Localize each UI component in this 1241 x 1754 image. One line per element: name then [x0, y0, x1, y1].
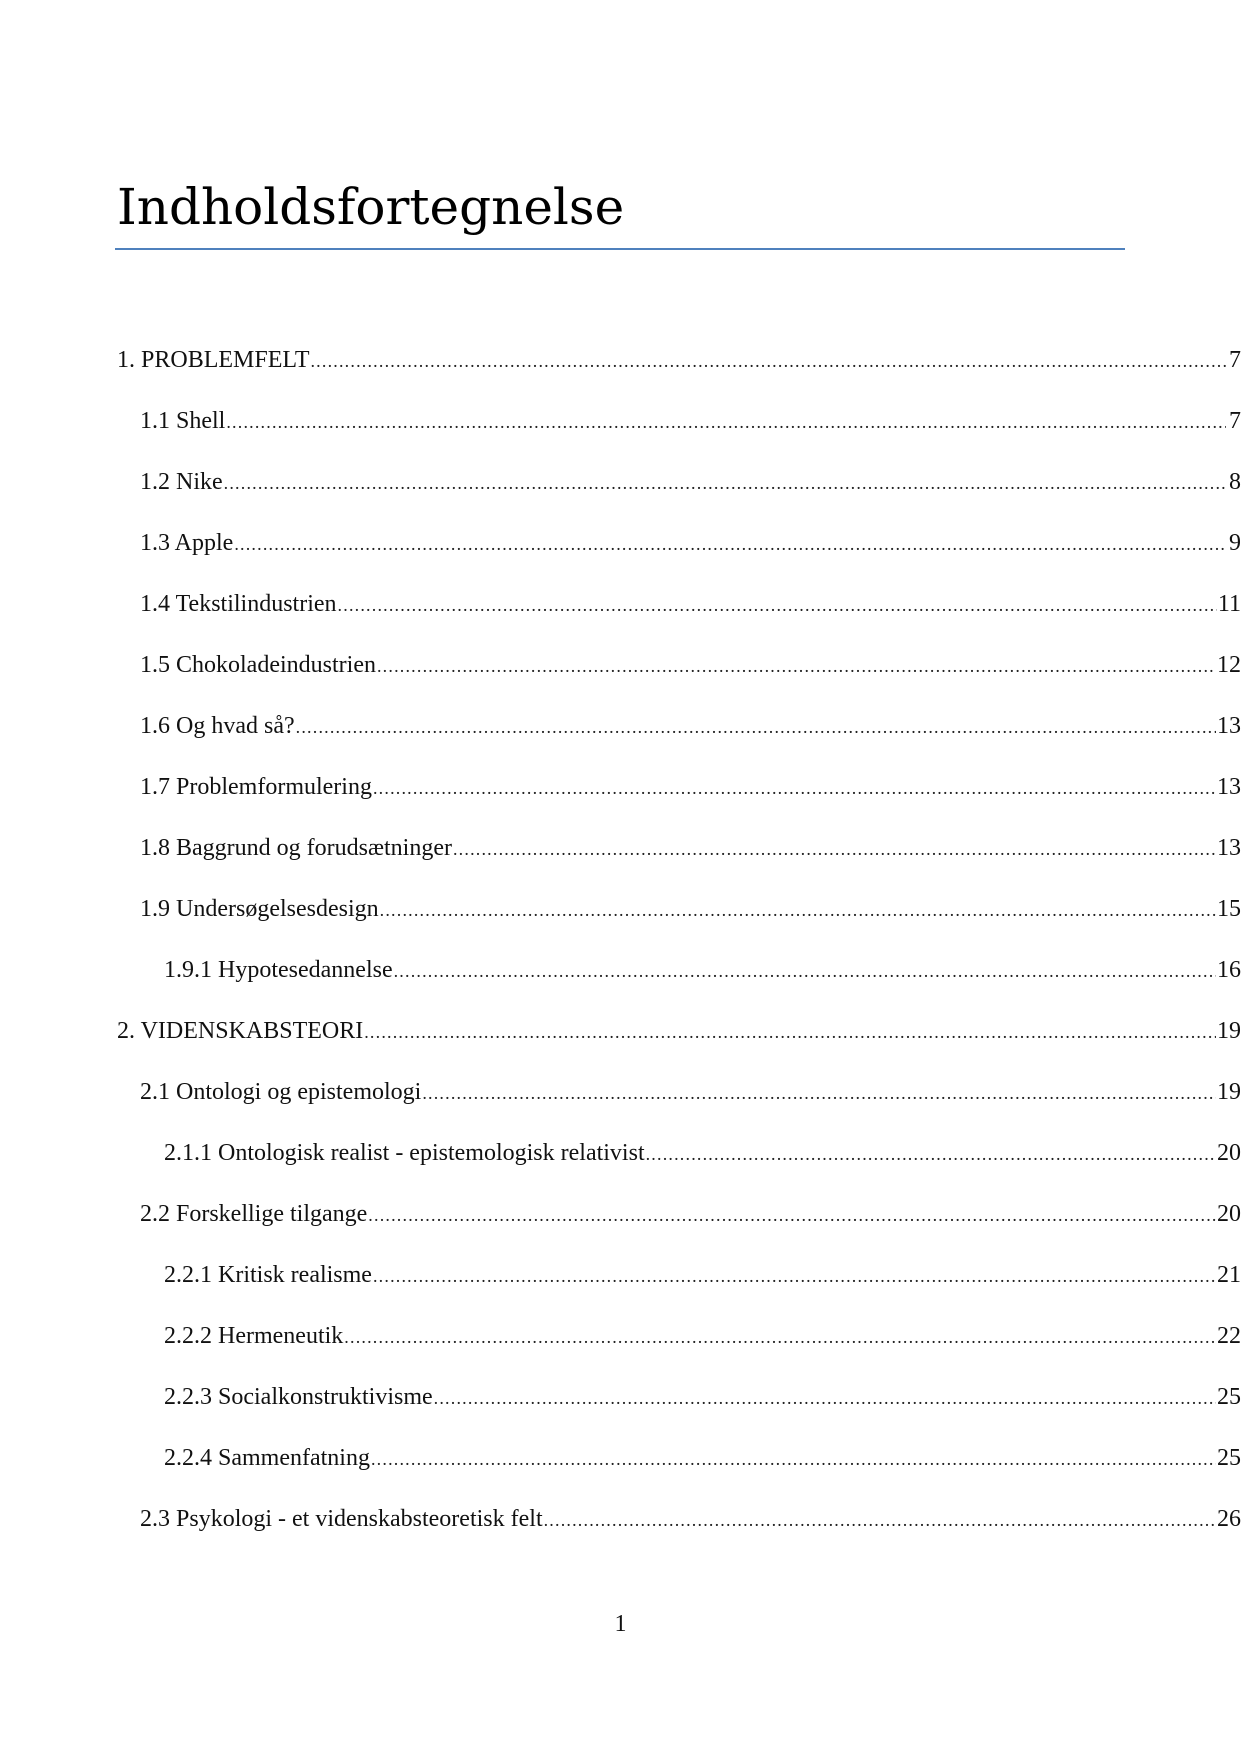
toc-entry-tekstilindustrien[interactable] [0, 586, 1241, 647]
toc-entry-forskellige-tilgange[interactable] [0, 1196, 1241, 1257]
toc-entry-socialkonstruktivisme[interactable] [0, 1379, 1241, 1440]
toc-entry-page: 20 [1217, 1201, 1241, 1227]
toc-entry-page: 13 [1217, 713, 1241, 739]
title-underline-rule [115, 248, 1125, 250]
dot-leader [394, 952, 1216, 989]
toc-entry-label: 1.5 Chokoladeindustrien [140, 652, 376, 678]
toc-entry-page: 15 [1217, 896, 1241, 922]
toc-entry-label: 2.2.4 Sammenfatning [164, 1445, 370, 1471]
dot-leader [364, 1013, 1216, 1050]
toc-entry-page: 9 [1229, 530, 1241, 556]
toc-entry-shell[interactable] [0, 403, 1241, 464]
toc-entry-page: 20 [1217, 1140, 1241, 1166]
toc-entry-hypotesedannelse[interactable] [0, 952, 1241, 1013]
toc-entry-sammenfatning[interactable] [0, 1440, 1241, 1501]
toc-entry-chokoladeindustrien[interactable] [0, 647, 1241, 708]
dot-leader [453, 830, 1216, 867]
toc-entry-nike[interactable] [0, 464, 1241, 525]
dot-leader [338, 586, 1217, 623]
toc-list [0, 342, 1241, 1562]
dot-leader [646, 1135, 1216, 1172]
toc-entry-label: 1.9 Undersøgelsesdesign [140, 896, 379, 922]
dot-leader [434, 1379, 1216, 1416]
toc-entry-page: 26 [1217, 1506, 1241, 1532]
toc-entry-page: 13 [1217, 835, 1241, 861]
toc-entry-ontologisk-realist[interactable] [0, 1135, 1241, 1196]
dot-leader [380, 891, 1216, 928]
dot-leader [224, 464, 1226, 501]
toc-entry-label: 1.2 Nike [140, 469, 223, 495]
toc-entry-label: 1.1 Shell [140, 408, 226, 434]
toc-entry-hermeneutik[interactable] [0, 1318, 1241, 1379]
dot-leader [368, 1196, 1216, 1233]
dot-leader [422, 1074, 1216, 1111]
dot-leader [226, 403, 1226, 440]
toc-entry-label: 1.9.1 Hypotesedannelse [164, 957, 393, 983]
toc-entry-page: 13 [1217, 774, 1241, 800]
toc-entry-label: 1.8 Baggrund og forudsætninger [140, 835, 452, 861]
toc-entry-page: 19 [1217, 1018, 1241, 1044]
toc-entry-psykologi[interactable] [0, 1501, 1241, 1562]
toc-entry-problemfelt[interactable] [0, 342, 1241, 403]
toc-entry-label: 2.2.2 Hermeneutik [164, 1323, 344, 1349]
toc-entry-apple[interactable] [0, 525, 1241, 586]
toc-entry-page: 25 [1217, 1384, 1241, 1410]
toc-entry-label: 1.6 Og hvad så? [140, 713, 295, 739]
toc-entry-og-hvad-saa[interactable] [0, 708, 1241, 769]
toc-entry-label: 1.7 Problemformulering [140, 774, 372, 800]
toc-entry-label: 2. VIDENSKABSTEORI [117, 1018, 364, 1044]
toc-title: Indholdsfortegnelse [117, 178, 625, 236]
toc-entry-kritisk-realisme[interactable] [0, 1257, 1241, 1318]
toc-entry-label: 2.2.1 Kritisk realisme [164, 1262, 372, 1288]
toc-entry-label: 2.2.3 Socialkonstruktivisme [164, 1384, 433, 1410]
dot-leader [371, 1440, 1216, 1477]
page-number: 1 [614, 1611, 627, 1637]
dot-leader [544, 1501, 1216, 1538]
dot-leader [373, 1257, 1216, 1294]
toc-entry-page: 16 [1217, 957, 1241, 983]
toc-entry-label: 2.2 Forskellige tilgange [140, 1201, 368, 1227]
toc-entry-page: 7 [1229, 408, 1241, 434]
dot-leader [373, 769, 1216, 806]
toc-entry-label: 2.1 Ontologi og epistemologi [140, 1079, 422, 1105]
toc-entry-page: 8 [1229, 469, 1241, 495]
toc-entry-ontologi-epistemologi[interactable] [0, 1074, 1241, 1135]
toc-entry-baggrund[interactable] [0, 830, 1241, 891]
dot-leader [377, 647, 1216, 684]
toc-entry-page: 21 [1217, 1262, 1241, 1288]
dot-leader [234, 525, 1226, 562]
toc-entry-page: 22 [1217, 1323, 1241, 1349]
toc-entry-page: 7 [1229, 347, 1241, 373]
toc-entry-label: 1.3 Apple [140, 530, 234, 556]
toc-entry-problemformulering[interactable] [0, 769, 1241, 830]
toc-entry-page: 11 [1217, 591, 1241, 617]
toc-entry-label: 1. PROBLEMFELT [117, 347, 310, 373]
dot-leader [310, 342, 1226, 379]
toc-entry-label: 1.4 Tekstilindustrien [140, 591, 337, 617]
toc-entry-label: 2.1.1 Ontologisk realist - epistemologisk relativist [164, 1140, 645, 1166]
toc-entry-page: 12 [1217, 652, 1241, 678]
dot-leader [344, 1318, 1216, 1355]
toc-entry-videnskabsteori[interactable] [0, 1013, 1241, 1074]
toc-entry-page: 19 [1217, 1079, 1241, 1105]
toc-entry-page: 25 [1217, 1445, 1241, 1471]
toc-entry-label: 2.3 Psykologi - et videnskabsteoretisk felt [140, 1506, 543, 1532]
dot-leader [296, 708, 1216, 745]
toc-entry-undersoegelsesdesign[interactable] [0, 891, 1241, 952]
